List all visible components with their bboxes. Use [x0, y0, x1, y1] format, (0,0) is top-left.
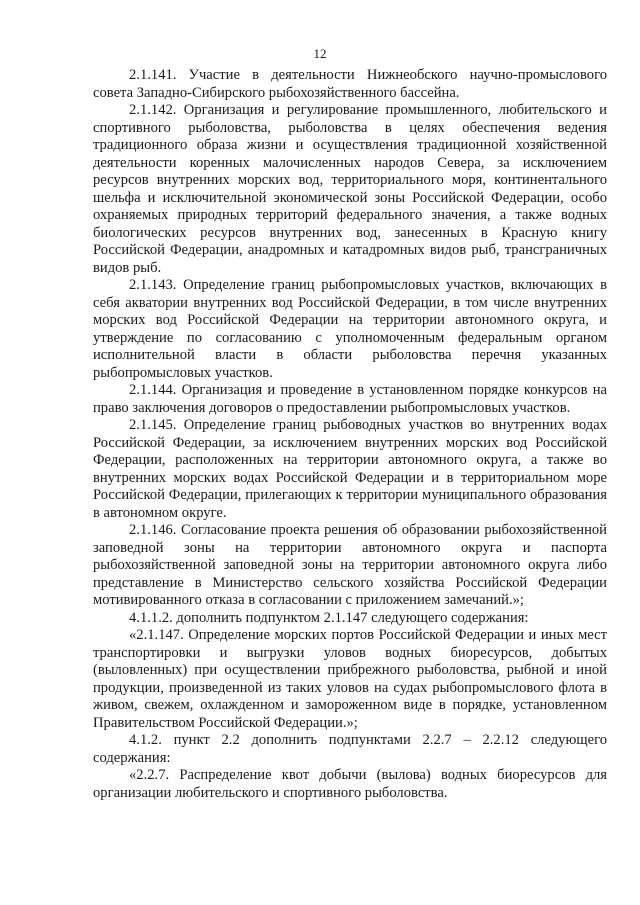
paragraph-2-1-142: 2.1.142. Организация и регулирование промышленного, любительского и спортивного рыболовства, рыболовства в целях обеспечения ведения традиционного образа жизни и осуществления традиционной хозяйственной деятельности коренных малочисленных народов Севера, за исключением ресурсов внутренних морских вод, территориального моря, континентального шельфа и исключительной экономической зоны Российской Федерации, особо охраняемых природных территорий федерального значения, а также водных биологических ресурсов внутренних вод, занесенных в Красную книгу Российской Федерации, анадромных и катадромных видов рыб, трансграничных видов рыб. — [93, 102, 607, 276]
document-body — [93, 67, 607, 802]
paragraph-2-1-144: 2.1.144. Организация и проведение в установленном порядке конкурсов на право заключения договоров о предоставлении рыбопромысловых участков. — [93, 382, 607, 416]
paragraph-2-2-7: «2.2.7. Распределение квот добычи (вылова) водных биоресурсов для организации любительского и спортивного рыболовства. — [93, 767, 607, 801]
page-number: 12 — [313, 46, 327, 61]
paragraph-2-1-147: «2.1.147. Определение морских портов Российской Федерации и иных мест транспортировки и выгрузки уловов водных биоресурсов, добытых (выловленных) при осуществлении прибрежного рыболовства, рыбной и иной продукции, произведенной из таких уловов на судах рыбопромыслового флота в живом, свежем, охлажденном и замороженном виде в порядке, установленном Правительством Российской Федерации.»; — [93, 627, 607, 731]
paragraph-2-1-146: 2.1.146. Согласование проекта решения об образовании рыбохозяйственной заповедной зоны на территории автономного округа и паспорта рыбохозяйственной заповедной зоны на территории автономного округа либо представление в Министерство сельского хозяйства Российской Федерации мотивированного отказа в согласовании с приложением замечаний.»; — [93, 522, 607, 608]
paragraph-4-1-1-2: 4.1.1.2. дополнить подпунктом 2.1.147 следующего содержания: — [129, 609, 529, 626]
paragraph-4-1-2: 4.1.2. пункт 2.2 дополнить подпунктами 2.2.7 – 2.2.12 следующего содержания: — [93, 732, 607, 766]
paragraph-2-1-143: 2.1.143. Определение границ рыбопромысловых участков, включающих в себя акватории внутренних вод Российской Федерации, в том числе внутренних морских вод Российской Федерации на территории автономного округа, и утверждение по согласованию с уполномоченным федеральным органом исполнительной власти в области рыболовства перечня указанных рыбопромысловых участков. — [93, 277, 607, 381]
paragraph-2-1-141: 2.1.141. Участие в деятельности Нижнеобского научно-промыслового совета Западно-Сибирского рыбохозяйственного бассейна. — [93, 67, 607, 101]
paragraph-2-1-145: 2.1.145. Определение границ рыбоводных участков во внутренних водах Российской Федерации, за исключением внутренних морских вод Российской Федерации, расположенных на территории автономного округа, а также во внутренних морских водах Российской Федерации и в территориальном море Российской Федерации, прилегающих к территории муниципального образования в автономном округе. — [93, 417, 607, 521]
